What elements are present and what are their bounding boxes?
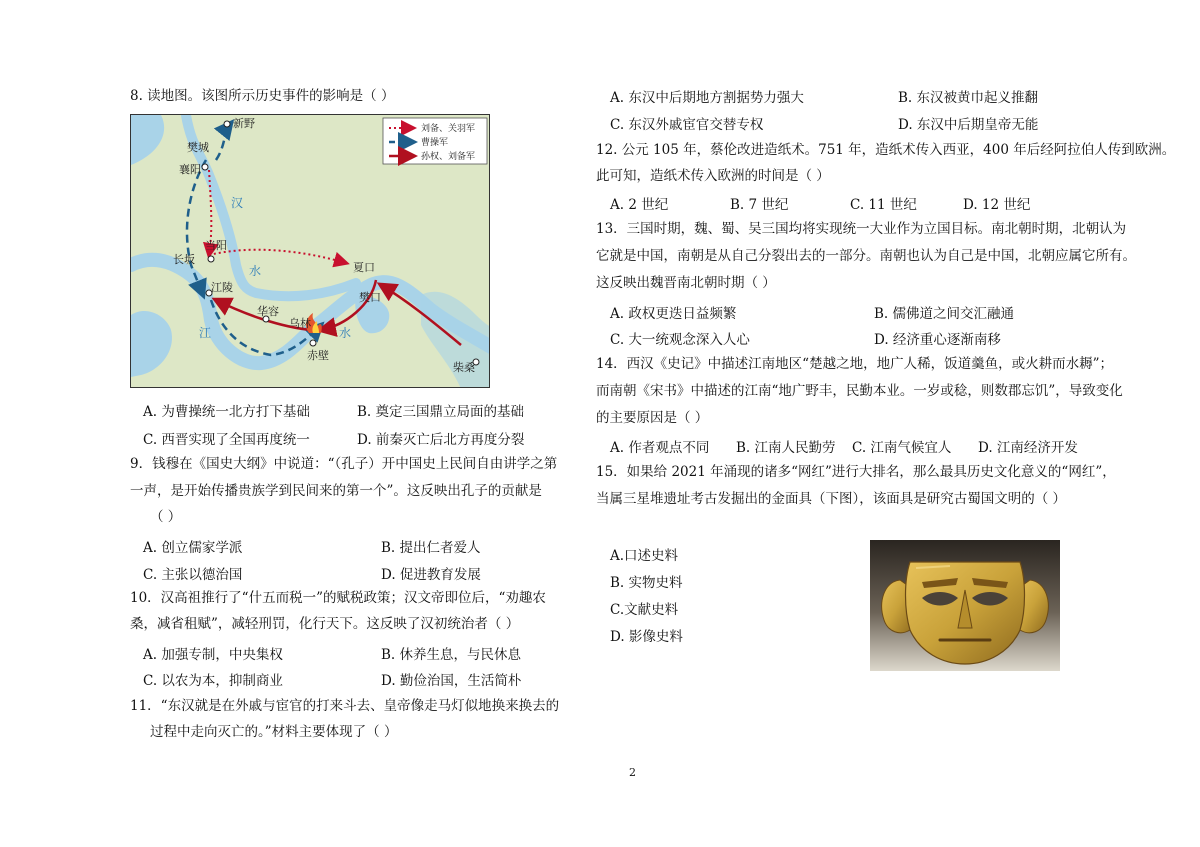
q14-line-2: 而南朝《宋书》中描述的江南“地广野丰，民勤本业。一岁或稔，则数郡忘饥”，导致变化 bbox=[596, 383, 1123, 399]
legend-label-liuguan: 刘备、关羽军 bbox=[421, 124, 476, 134]
gold-mask-icon bbox=[870, 540, 1060, 671]
q15-option-a[interactable]: A.口述史料 bbox=[610, 548, 679, 564]
q15-option-c[interactable]: C.文献史料 bbox=[610, 602, 679, 618]
q9-option-b[interactable]: B. 提出仁者爱人 bbox=[381, 540, 481, 556]
q12-line-1: 12. 公元 105 年，蔡伦改进造纸术。751 年，造纸术传入西亚，400 年后经阿拉伯人传到欧洲。 bbox=[596, 142, 1176, 158]
q14-option-b[interactable]: B. 江南人民勤劳 bbox=[736, 440, 836, 456]
q13-line-2: 它就是中国，南朝是从自己分裂出去的一部分。南朝也认为自己是中国，北朝应属它所有。 bbox=[596, 248, 1136, 264]
q12-option-b[interactable]: B. 7 世纪 bbox=[730, 197, 789, 213]
label-fancheng: 樊城 bbox=[187, 141, 209, 154]
q8-option-c[interactable]: C. 西晋实现了全国再度统一 bbox=[143, 432, 310, 448]
three-kingdoms-map bbox=[131, 115, 490, 388]
q15-line-2: 当属三星堆遗址考古发掘出的金面具（下图），该面具是研究古蜀国文明的（ ） bbox=[596, 491, 1067, 507]
q15-option-d[interactable]: D. 影像史料 bbox=[610, 629, 683, 645]
page-number: 2 bbox=[629, 766, 636, 779]
gold-mask-image bbox=[870, 540, 1060, 671]
q8-map bbox=[130, 114, 490, 388]
q8-option-a[interactable]: A. 为曹操统一北方打下基础 bbox=[143, 404, 310, 420]
q11-option-b[interactable]: B. 东汉被黄巾起义推翻 bbox=[898, 90, 1039, 106]
q13-line-3: 这反映出魏晋南北朝时期（ ） bbox=[596, 275, 776, 291]
q12-option-d[interactable]: D. 12 世纪 bbox=[963, 197, 1031, 213]
q15-option-b[interactable]: B. 实物史料 bbox=[610, 575, 683, 591]
q13-option-d[interactable]: D. 经济重心逐渐南移 bbox=[874, 332, 1001, 348]
q12-option-a[interactable]: A. 2 世纪 bbox=[610, 197, 669, 213]
label-river-jiang: 江 bbox=[199, 326, 212, 340]
label-river-han: 汉 bbox=[231, 196, 244, 210]
city-dot-xinye bbox=[224, 121, 230, 127]
q9-option-a[interactable]: A. 创立儒家学派 bbox=[143, 540, 243, 556]
label-fankou: 樊口 bbox=[359, 291, 381, 304]
map-legend bbox=[383, 118, 487, 164]
city-dot-chibi bbox=[310, 340, 316, 346]
q13-option-a[interactable]: A. 政权更迭日益频繁 bbox=[610, 306, 737, 322]
q13-line-1: 13．三国时期，魏、蜀、吴三国均将实现统一大业作为立国目标。南北朝时期，北朝认为 bbox=[596, 221, 1127, 237]
q10-option-a[interactable]: A. 加强专制，中央集权 bbox=[143, 647, 283, 663]
label-river-shui1: 水 bbox=[249, 264, 262, 278]
q10-option-b[interactable]: B. 休养生息，与民休息 bbox=[381, 647, 522, 663]
label-dangyang: 当阳 bbox=[205, 239, 227, 252]
q9-line-1: 9．钱穆在《国史大纲》中说道：“（孔子）开中国史上民间自由讲学之第 bbox=[130, 456, 558, 472]
q9-line-2: 一声，是开始传播贵族学到民间来的第一个”。这反映出孔子的贡献是 bbox=[130, 483, 542, 499]
q14-option-a[interactable]: A. 作者观点不同 bbox=[610, 440, 710, 456]
legend-label-cao: 曹操军 bbox=[421, 138, 449, 148]
label-xiangyang: 襄阳 bbox=[179, 163, 201, 176]
q10-line-1: 10．汉高祖推行了“什五而税一”的赋税政策；汉文帝即位后，“劝趣农 bbox=[130, 590, 546, 606]
legend-label-sunliu: 孙权、刘备军 bbox=[421, 152, 476, 162]
label-huarong: 华容 bbox=[257, 305, 279, 318]
label-wulin: 乌林 bbox=[289, 317, 311, 330]
label-river-shui2: 水 bbox=[339, 326, 352, 340]
q11-line-2: 过程中走向灭亡的。”材料主要体现了（ ） bbox=[150, 724, 398, 740]
q13-option-c[interactable]: C. 大一统观念深入人心 bbox=[610, 332, 750, 348]
label-changban: 长坂 bbox=[173, 253, 195, 266]
q14-line-1: 14．西汉《史记》中描述江南地区“楚越之地，地广人稀，饭道羹鱼，或火耕而水耨”； bbox=[596, 356, 1113, 372]
q11-option-a[interactable]: A. 东汉中后期地方割据势力强大 bbox=[610, 90, 804, 106]
city-dot-xiangyang bbox=[202, 164, 208, 170]
city-dot-changban bbox=[208, 256, 214, 262]
label-xiakou: 夏口 bbox=[353, 261, 375, 274]
q11-line-1: 11．“东汉就是在外戚与宦官的打来斗去、皇帝像走马灯似地换来换去的 bbox=[130, 698, 560, 714]
q10-line-2: 桑，减省租赋”，减轻刑罚，化行天下。这反映了汉初统治者（ ） bbox=[130, 616, 520, 632]
q9-option-d[interactable]: D. 促进教育发展 bbox=[381, 567, 481, 583]
q14-option-d[interactable]: D. 江南经济开发 bbox=[978, 440, 1078, 456]
q10-option-d[interactable]: D. 勤俭治国，生活简朴 bbox=[381, 673, 522, 689]
q15-line-1: 15．如果给 2021 年涌现的诸多“网红”进行大排名，那么最具历史文化意义的“网红”， bbox=[596, 464, 1116, 480]
q8-stem: 8. 读地图。该图所示历史事件的影响是（ ） bbox=[130, 88, 395, 104]
q11-option-d[interactable]: D. 东汉中后期皇帝无能 bbox=[898, 117, 1039, 133]
label-chibi: 赤壁 bbox=[307, 349, 329, 362]
q9-line-3: （ ） bbox=[150, 509, 182, 525]
q11-option-c[interactable]: C. 东汉外戚宦官交替专权 bbox=[610, 117, 764, 133]
q14-line-3: 的主要原因是（ ） bbox=[596, 410, 709, 426]
q10-option-c[interactable]: C. 以农为本，抑制商业 bbox=[143, 673, 283, 689]
q9-option-c[interactable]: C. 主张以德治国 bbox=[143, 567, 243, 583]
label-chaisang: 柴桑 bbox=[453, 361, 475, 374]
q12-line-2: 此可知，造纸术传入欧洲的时间是（ ） bbox=[596, 168, 830, 184]
q14-option-c[interactable]: C. 江南气候宜人 bbox=[852, 440, 952, 456]
q13-option-b[interactable]: B. 儒佛道之间交汇融通 bbox=[874, 306, 1015, 322]
q8-option-d[interactable]: D. 前秦灭亡后北方再度分裂 bbox=[357, 432, 525, 448]
label-jiangling: 江陵 bbox=[211, 281, 233, 294]
q12-option-c[interactable]: C. 11 世纪 bbox=[850, 197, 917, 213]
q8-option-b[interactable]: B. 奠定三国鼎立局面的基础 bbox=[357, 404, 525, 420]
label-xinye: 新野 bbox=[233, 117, 255, 130]
